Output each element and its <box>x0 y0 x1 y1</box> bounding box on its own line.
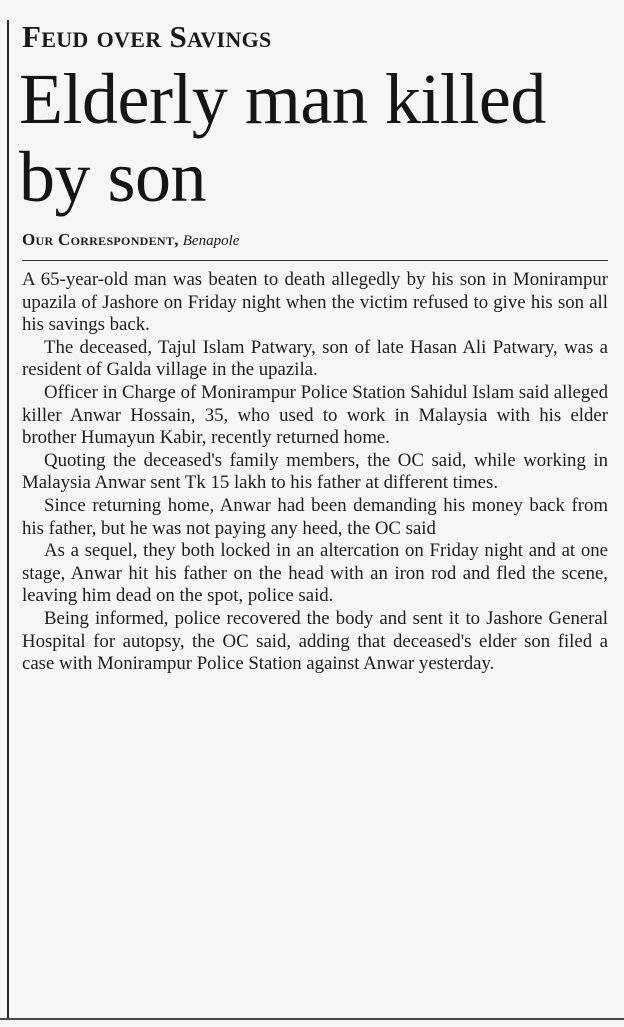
kicker: Feud over Savings <box>22 19 272 54</box>
bottom-divider <box>0 1018 624 1020</box>
headline: Elderly man killed by son <box>19 59 546 217</box>
byline-divider <box>22 260 608 261</box>
paragraph-7: Being informed, police recovered the body and sent it to Jashore General Hospital for autopsy, the OC said, adding that deceased's elder son filed a case with Monirampur Police Station against Anwar yesterday. <box>22 607 608 675</box>
paragraph-6: As a sequel, they both locked in an altercation on Friday night and at one stage, Anwar hit his father on the head with an iron rod and fled the scene, leaving him dead on the spot, police said. <box>22 540 608 607</box>
paragraph-1: A 65-year-old man was beaten to death allegedly by his son in Monirampur upazila of Jashore on Friday night when the victim refused to give his son all his savings back. <box>22 269 608 336</box>
paragraph-2: The deceased, Tajul Islam Patwary, son of late Hasan Ali Patwary, was a resident of Galda village in the upazila. <box>22 336 608 381</box>
paragraph-4: Quoting the deceased's family members, the OC said, while working in Malaysia Anwar sent Tk 15 lakh to his father at different times. <box>22 449 608 494</box>
byline-location: Benapole <box>182 233 240 249</box>
paragraph-3: Officer in Charge of Monirampur Police Station Sahidul Islam said alleged killer Anwar Hossain, 35, who used to work in Malaysia with his elder brother Humayun Kabir, recently returned home. <box>22 381 608 449</box>
article-body <box>22 269 608 676</box>
paragraph-5: Since returning home, Anwar had been demanding his money back from his father, but he was not paying any heed, the OC said <box>22 494 608 539</box>
byline <box>22 230 608 250</box>
column-rule <box>7 20 9 1020</box>
byline-author: Our Correspondent, <box>22 230 179 249</box>
news-clipping <box>19 18 608 676</box>
